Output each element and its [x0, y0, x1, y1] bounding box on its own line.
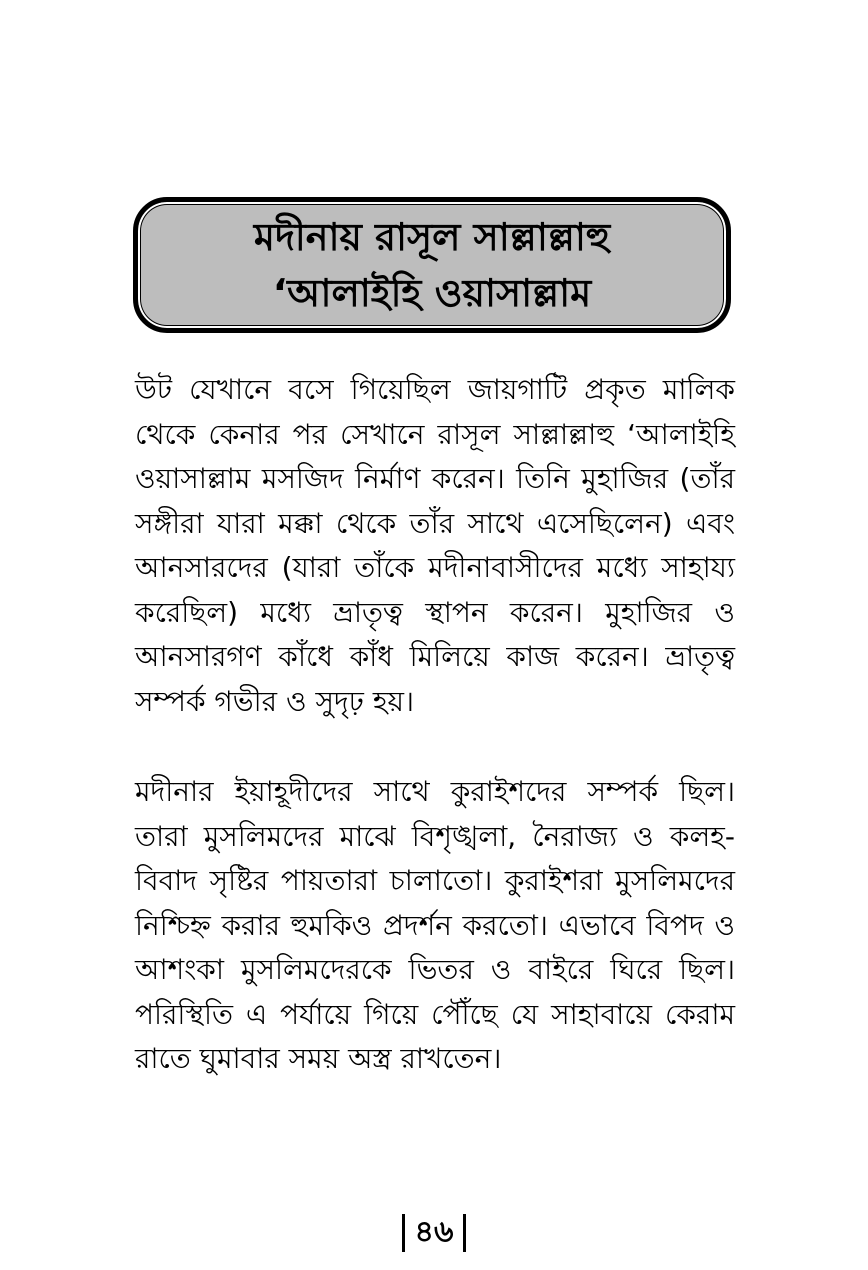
paragraph-text: মদীনার ইয়াহূদীদের সাথে কুরাইশদের সম্পর্ক ছিল। তারা মুসলিমদের মাঝে বিশৃঙ্খলা, নৈরাজ্য ও কলহ-বিবাদ সৃষ্টির পায়তারা চালাতো। কুরাইশরা মুসলিমদের নিশ্চিহ্ন করার হুমকিও প্রদর্শন করতো। এভাবে বিপদ ও আশংকা মুসলিমদেরকে ভিতর ও বাইরে ঘিরে ছিল। পরিস্থিতি এ পর্যায়ে গিয়ে পৌঁছে যে সাহাবায়ে কেরাম রাতে ঘুমাবার সময় অস্ত্র রাখতেন।: [135, 775, 735, 1075]
chapter-title-line-1: মদীনায় রাসূল সাল্লাল্লাহু: [253, 215, 611, 259]
paragraph-text: উট যেখানে বসে গিয়েছিল জায়গাটি প্রকৃত মালিক থেকে কেনার পর সেখানে রাসূল সাল্লাল্লাহু ‘আলাইহি ওয়াসাল্লাম মসজিদ নির্মাণ করেন। তিনি মুহাজির (তাঁর সঙ্গীরা যারা মক্কা থেকে তাঁর সাথে এসেছিলেন) এবং আনসারদের (যারা তাঁকে মদীনাবাসীদের মধ্যে সাহায্য করেছিল) মধ্যে ভ্রাতৃত্ব স্থাপন করেন। মুহাজির ও আনসারগণ কাঁধে কাঁধ মিলিয়ে কাজ করেন। ভ্রাতৃত্ব সম্পর্ক গভীর ও সুদৃঢ় হয়।: [135, 373, 735, 718]
body-paragraph-1: [135, 368, 735, 724]
chapter-title-box: [133, 197, 731, 333]
page-number: [0, 1212, 868, 1253]
page-number-text: ৪৬: [414, 1214, 454, 1250]
body-paragraph-2: [135, 770, 735, 1082]
page-number-right-bar: [463, 1214, 466, 1252]
page-number-left-bar: [402, 1214, 405, 1252]
chapter-title-line-2: ‘আলাইহি ওয়াসাল্লাম: [272, 271, 592, 315]
